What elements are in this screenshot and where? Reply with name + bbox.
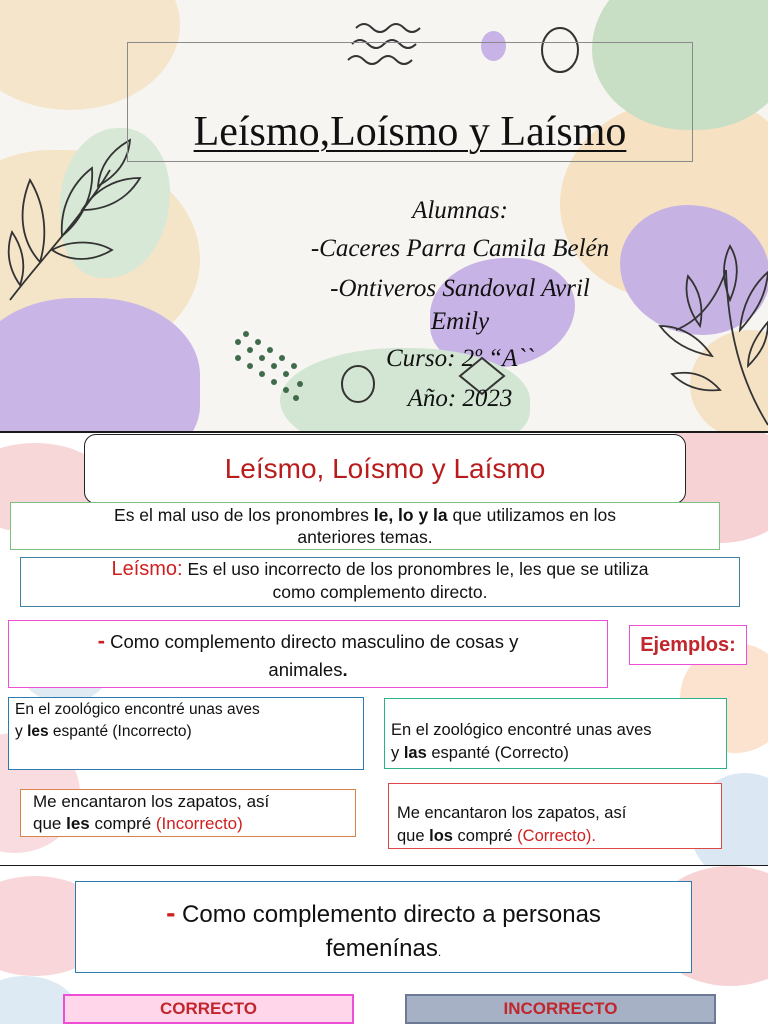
dash-marker: - xyxy=(97,628,105,653)
incorrect-tag: (Incorrecto) xyxy=(155,814,243,833)
rule-feminine-box xyxy=(75,881,692,973)
rule-text: . xyxy=(342,659,348,680)
pronoun-highlight: los xyxy=(429,827,453,845)
rule-text: Como complemento directo masculino de cosas y xyxy=(104,631,519,652)
pronoun-highlight: las xyxy=(403,744,427,762)
example-text: Me encantaron los zapatos, así xyxy=(33,792,270,811)
course-label: Curso: 2º “A`` xyxy=(385,345,535,372)
intro-text: Es el mal uso de los pronombres xyxy=(114,505,374,525)
example-text: y xyxy=(15,723,28,740)
pronoun-highlight: les xyxy=(66,814,90,833)
slide2-title: Leísmo, Loísmo y Laísmo xyxy=(84,434,686,504)
rule-masculine-box xyxy=(8,620,608,688)
presentation-title: Leísmo,Loísmo y Laísmo xyxy=(193,109,627,155)
title-slide xyxy=(0,0,768,432)
pronoun-highlight: les xyxy=(27,723,49,740)
student-name: -Ontiveros Sandoval Avril xyxy=(330,275,590,302)
leismo-definition-box xyxy=(20,557,740,607)
example-text: y xyxy=(391,744,404,762)
correct-label: CORRECTO xyxy=(160,999,257,1018)
example-text: espanté (Correcto) xyxy=(426,744,569,762)
example-text: que xyxy=(397,827,430,845)
example-shoes-correct-box xyxy=(388,783,722,849)
correct-column-header xyxy=(63,994,354,1024)
leismo-text: Es el uso incorrecto de los pronombres le, les que se utiliza xyxy=(182,559,649,579)
example-text: En el zoológico encontré unas aves xyxy=(15,701,260,718)
example-text: espanté (Incorrecto) xyxy=(48,723,192,740)
examples-label: Ejemplos: xyxy=(640,633,736,656)
intro-text: anteriores temas. xyxy=(297,527,433,547)
example-text: Me encantaron los zapatos, así xyxy=(397,804,627,822)
intro-box xyxy=(10,502,720,550)
student-name: -Caceres Parra Camila Belén xyxy=(310,235,610,262)
dash-marker: - xyxy=(166,897,176,928)
rule-text: animales xyxy=(268,659,343,680)
correct-tag: (Correcto) xyxy=(517,827,592,845)
year-label: Año: 2023 xyxy=(407,385,513,412)
leismo-term: Leísmo: xyxy=(111,558,183,580)
incorrect-label: INCORRECTO xyxy=(503,999,618,1018)
example-text: compré xyxy=(89,814,156,833)
rule-text: . xyxy=(437,945,442,959)
intro-text: que utilizamos en los xyxy=(447,505,616,525)
rule-text: femenínas xyxy=(325,935,438,962)
examples-label-box xyxy=(629,625,747,665)
example-text: compré xyxy=(452,827,518,845)
incorrect-column-header xyxy=(405,994,716,1024)
pronouns-highlight: le, lo y la xyxy=(373,505,448,525)
example-text: En el zoológico encontré unas aves xyxy=(391,721,652,739)
example-incorrect-box xyxy=(8,697,364,770)
students-label: Alumnas: xyxy=(412,197,508,224)
example-text: que xyxy=(33,814,67,833)
student-name-continued: Emily xyxy=(430,308,490,335)
example-correct-box xyxy=(384,698,727,769)
example-text: . xyxy=(591,827,597,845)
example-shoes-incorrect-box xyxy=(20,789,356,837)
leismo-text: como complemento directo. xyxy=(272,582,488,602)
rule-text: Como complemento directo a personas xyxy=(175,901,601,928)
